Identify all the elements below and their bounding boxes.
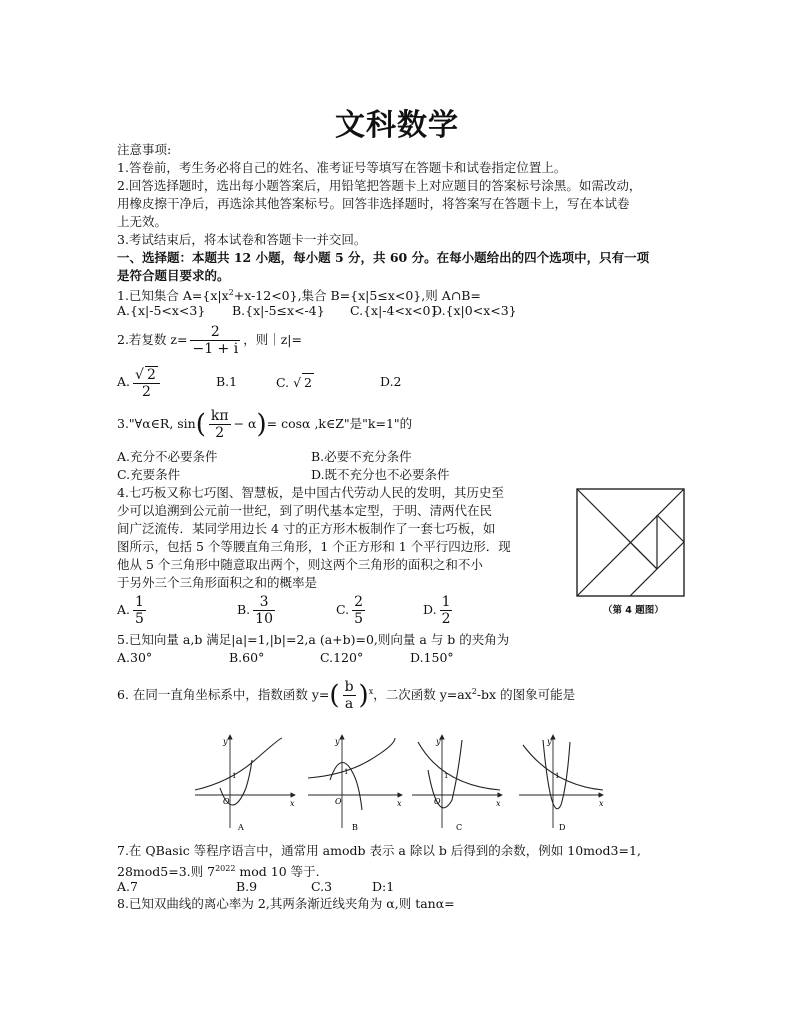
graph-label: A [238,823,244,832]
svg-text:1: 1 [232,772,237,780]
question-4-option-c: C. $\frac{2}{5}$ [336,594,364,627]
question-4-line: 于另外三个三角形面积之和的概率是 [117,575,318,590]
svg-text:x: x [290,799,295,808]
question-5-stem: 5.已知向量 a,b 满足|a|=1,|b|=2,a (a+b)=0,则向量 a 与 b 的夹角为 [117,632,510,647]
svg-text:y: y [436,737,441,746]
question-3-option-d: D.既不充分也不必要条件 [311,467,450,482]
svg-text:O: O [223,797,230,806]
section-heading-cont: 是符合题目要求的。 [117,268,230,283]
function-graphs [190,730,520,835]
graph-a [195,735,295,832]
page-title: 文科数学 [335,108,459,143]
notice-item: 3.考试结束后，将本试卷和答题卡一并交回。 [117,232,367,247]
svg-text:y: y [547,737,552,746]
question-4-line: 间广泛流传．某同学用边长 4 寸的正方形木板制作了一套七巧板，如 [117,521,496,536]
question-1-stem: 1.已知集合 $A=\{x|x^2+x-12<0\}$,集合 B={x|5≤x<0},则 A∩B= [117,288,481,304]
svg-text:1: 1 [555,772,560,780]
fraction: $\frac{2}{-1 + i}$ [192,324,239,357]
question-1-option-b: B.{x|-5≤x<-4} [232,303,325,318]
graph-label: B [352,823,358,832]
notice-item: 上无效。 [117,214,168,229]
question-5-option-b: B.60° [229,650,265,665]
question-4-option-b: B. $\frac{3}{10}$ [237,594,273,627]
question-4-option-d: D. $\frac{1}{2}$ [423,594,451,627]
svg-text:x: x [496,799,501,808]
section-heading: 一、选择题：本题共 12 小题，每小题 5 分，共 60 分。在每小题给出的四个选项中，只有一项 [117,250,650,265]
question-7-line: 7.在 QBasic 等程序语言中，通常用 amodb 表示 a 除以 b 后得到的余数，例如 10mod3=1, [117,843,641,858]
question-2-option-d: D.2 [380,374,402,389]
svg-text:O: O [434,797,441,806]
question-1-option-c: C.{x|-4<x<0} [350,303,439,318]
question-4-line: 4.七巧板又称七巧图、智慧板，是中国古代劳动人民的发明，其历史至 [117,485,504,500]
question-7-option-c: C.3 [311,879,333,894]
question-1-option-d: D.{x|0<x<3} [432,303,517,318]
question-3-stem: 3."∀α∈R, sin( $\frac{k\pi}{2}$ − α)= cosα ,k∈Z"是"k=1"的 [117,408,413,441]
graph-c [412,735,502,832]
graph-b [308,735,402,832]
question-2-option-b: B.1 [216,374,238,389]
graph-label: D [559,823,566,832]
question-4-line: 图所示，包括 5 个等腰直角三角形，1 个正方形和 1 个平行四边形．现 [117,539,511,554]
svg-text:y: y [223,737,228,746]
question-4-line: 他从 5 个三角形中随意取出两个，则这两个三角形的面积之和不小 [117,557,483,572]
question-3-option-a: A.充分不必要条件 [117,449,218,464]
question-2-option-c: C. √ 2 [276,375,312,390]
question-7-line: 28mod5=3.则 $7^{2022}$ mod 10 等于. [117,864,320,880]
question-5-option-a: A.30° [117,650,153,665]
question-5-option-c: C.120° [320,650,364,665]
notice-item: 2.回答选择题时，选出每小题答案后，用铅笔把答题卡上对应题目的答案标号涂黑。如需改动， [117,178,642,193]
question-4-line: 少可以追溯到公元前一世纪，到了明代基本定型，于明、清两代在民 [117,503,493,518]
notice-item: 1.答卷前，考生务必将自己的姓名、准考证号等填写在答题卡和试卷指定位置上。 [117,160,567,175]
question-7-option-a: A.7 [117,879,138,894]
svg-text:x: x [599,799,604,808]
svg-text:x: x [397,799,402,808]
question-2-stem: 2.若复数 z= $\frac{2}{-1 + i}$ ，则｜z|= [117,324,302,357]
graph-label: C [456,823,463,832]
question-3-option-b: B.必要不充分条件 [311,449,412,464]
question-7-option-b: B.9 [236,879,258,894]
notice-item: 用橡皮擦干净后，再选涂其他答案标号。回答非选择题时，将答案写在答题卡上，写在本试卷 [117,196,630,211]
question-8-stem: 8.已知双曲线的离心率为 2,其两条渐近线夹角为 α,则 tanα= [117,896,455,911]
svg-text:y: y [335,737,340,746]
question-4-option-a: A. $\frac{1}{5}$ [117,594,144,627]
question-7-option-d: D:1 [372,879,395,894]
function-graph-d [515,730,610,835]
svg-text:1: 1 [344,768,349,776]
question-3-option-c: C.充要条件 [117,467,181,482]
figure-caption: （第 4 题图） [603,605,664,616]
tangram-figure [575,487,687,599]
question-5-option-d: D.150° [410,650,454,665]
question-1-option-a: A.{x|-5<x<3} [117,303,206,318]
svg-text:O: O [335,797,342,806]
question-2-option-a: A. $\frac{√ 2}{2}$ [117,362,163,402]
svg-text:1: 1 [444,772,449,780]
notice-heading: 注意事项: [117,142,172,157]
question-6-stem: 6. 在同一直角坐标系中，指数函数 y=( $\frac{b}{a}$ )$^x$，二次函数 $y=ax^2-bx$ 的图象可能是 [117,679,576,713]
